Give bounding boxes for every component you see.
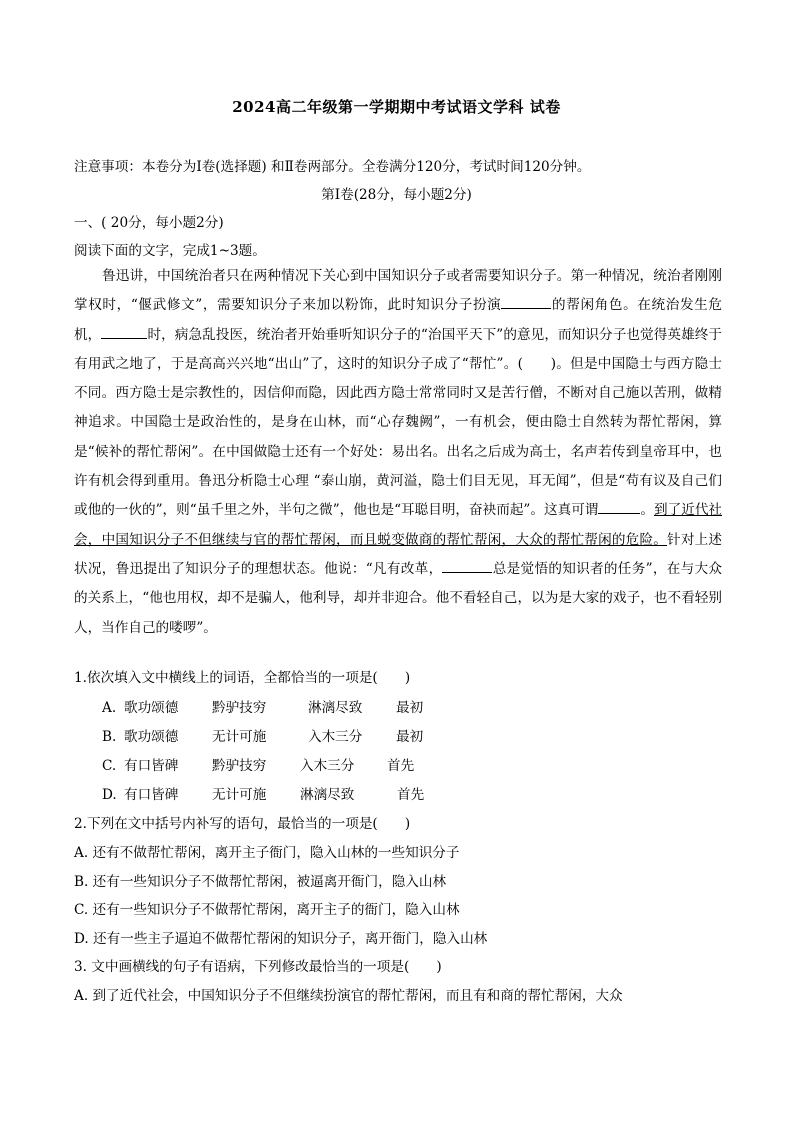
option-word: 歌功颂德 xyxy=(124,700,179,716)
question-1-stem: 1.依次填入文中横线上的词语，全都恰当的一项是( ) xyxy=(74,670,411,686)
section-title: 第Ⅰ卷(28分，每小题2分) xyxy=(321,187,472,203)
option-letter: A. xyxy=(102,700,117,716)
option-word: 首先 xyxy=(397,787,425,803)
question-2-stem: 2.下列在文中括号内补写的语句，最恰当的一项是( ) xyxy=(74,816,411,832)
passage-text: 总是觉悟的知识者的任务”，在与大众的关系上，“他也用权，却不是骗人，他利导，却并非迎合。他不看轻自己，以为是大家的戏子，也不看轻别人，当作自己的喽啰”。 xyxy=(74,560,723,636)
reading-passage xyxy=(74,262,722,643)
passage-text: 的帮闲角色。在统治发生危机， xyxy=(74,297,722,343)
question-2-option-d: D. 还有一些主子逼迫不做帮忙帮闲的知识分子，离开衙门，隐入山林 xyxy=(74,931,488,947)
blank-3 xyxy=(598,498,640,514)
passage-text: 时，病急乱投医，统治者开始垂听知识分子的“治国平天下”的意见，而知识分子也觉得英雄终于有用武之地了，于是高高兴兴地“出山”了，这时的知识分子成了“帮忙”。( )。但是中国隐士与西方隐士不同。西方隐士是宗教性的，因信仰而隐，因此西方隐士常常同时又是苦行僧，不断对自己施以苦刑，做精神追求。中国隐士是政治性的，是身在山林，而“心存魏阙”，一有机会，便由隐士自然转为帮忙帮闲，算是“候补的帮忙帮闲”。在中国做隐士还有一个好处：易出名。出名之后成为高士，名声若传到皇帝耳中，也许有机会得到重用。鲁迅分析隐士心理 “泰山崩，黄河溢，隐士们目无见，耳无闻”，但是“苟有议及自己们或他的一伙的”，则“虽千里之外，半句之微”，他也是“耳聪目明，奋袂而起”。这真可谓 xyxy=(74,326,723,519)
option-word: 歌功颂德 xyxy=(124,729,179,745)
option-word: 最初 xyxy=(396,729,424,745)
passage-text: 鲁迅讲，中国统治者只在两种情况下关心到中国知识分子或者需要知识分子。第一种情况，统治者刚刚掌权时，“偃武修文”，需要知识分子来加以粉饰，此时知识分子扮演 xyxy=(74,268,722,314)
option-word: 无计可施 xyxy=(212,787,267,803)
option-word: 黔驴技穷 xyxy=(212,758,267,774)
passage-text: 。 xyxy=(640,502,655,519)
option-word: 有口皆碑 xyxy=(124,787,179,803)
question-2-option-a: A. 还有不做帮忙帮闲，离开主子衙门，隐入山林的一些知识分子 xyxy=(74,845,460,861)
question-2-option-c: C. 还有一些知识分子不做帮忙帮闲，离开主子的衙门，隐入山林 xyxy=(74,902,460,918)
option-word: 最初 xyxy=(396,700,424,716)
blank-2 xyxy=(101,323,147,339)
reading-instruction: 阅读下面的文字，完成1~3题。 xyxy=(74,243,266,259)
option-word: 淋漓尽致 xyxy=(308,700,363,716)
question-3-option-a: A. 到了近代社会，中国知识分子不但继续扮演官的帮忙帮闲，而且有和商的帮忙帮闲，大众 xyxy=(74,988,623,1004)
option-word: 淋漓尽致 xyxy=(300,787,355,803)
blank-4 xyxy=(442,557,492,573)
passage-text: 针对上述状况，鲁迅提出了知识分子的理想状态。他说：“凡有改革， xyxy=(74,531,722,577)
notice-text: 注意事项：本卷分为Ⅰ卷(选择题) 和Ⅱ卷两部分。全卷满分120分，考试时间120分钟。 xyxy=(74,159,591,175)
question-2-option-b: B. 还有一些知识分子不做帮忙帮闲，被逼离开衙门，隐入山林 xyxy=(74,874,447,890)
underlined-sentence: 到了近代社会，中国知识分子不但继续与官的帮忙帮闲，而且蜕变做商的帮忙帮闲，大众的帮忙帮闲的危险。 xyxy=(74,502,723,548)
option-letter: C. xyxy=(102,758,117,774)
option-word: 首先 xyxy=(387,758,415,774)
exam-title: 2024高二年级第一学期期中考试语文学科 试卷 xyxy=(232,98,561,116)
question-3-stem: 3. 文中画横线的句子有语病，下列修改最恰当的一项是( ) xyxy=(74,959,442,975)
option-letter: B. xyxy=(102,729,117,745)
option-word: 无计可施 xyxy=(212,729,267,745)
option-word: 入木三分 xyxy=(308,729,363,745)
option-letter: D. xyxy=(102,787,117,803)
option-word: 有口皆碑 xyxy=(124,758,179,774)
blank-1 xyxy=(501,293,551,309)
part-heading: 一、( 20分，每小题2分) xyxy=(74,215,224,231)
option-word: 入木三分 xyxy=(300,758,355,774)
option-word: 黔驴技穷 xyxy=(212,700,267,716)
